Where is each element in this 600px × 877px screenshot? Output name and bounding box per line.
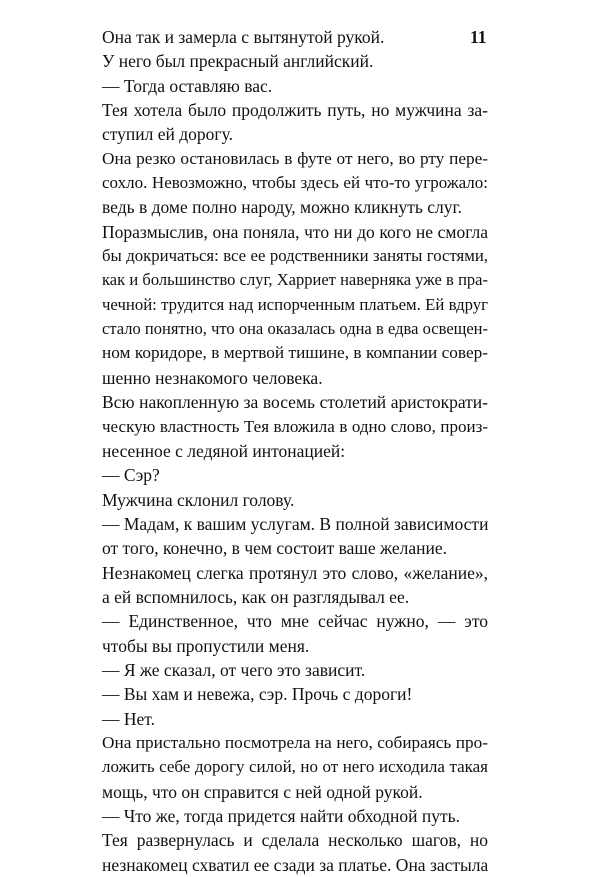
text-line: Мужчина склонил голову. (102, 489, 295, 510)
text-line: Она пристально посмотрела на него, собираясь про- (102, 732, 488, 752)
text-line: Поразмыслив, она поняла, что ни до кого не смогла (102, 221, 488, 242)
text-line: ступил ей дорогу. (102, 124, 233, 145)
text-line: — Мадам, к вашим услугам. В полной зависимости (102, 513, 489, 534)
text-line: несенное с ледяной интонацией: (102, 440, 346, 461)
text-line: мощь, что он справится с ней одной рукой. (102, 781, 423, 802)
page-number: 11 (470, 27, 487, 47)
text-line: — Тогда оставляю вас. (102, 75, 273, 96)
text-line: Она так и замерла с вытянутой рукой. (102, 27, 385, 47)
text-line: ческую властность Тея вложила в одно слово, произ- (102, 416, 488, 436)
text-line: стало понятно, что она оказалась одна в едва освещен- (102, 319, 488, 339)
text-line: чтобы вы пропустили меня. (102, 635, 310, 656)
text-line: а ей вспомнилось, как он разглядывал ее. (102, 586, 410, 607)
text-line: — Что же, тогда придется найти обходной путь. (102, 806, 460, 826)
text-line: сохло. Невозможно, чтобы здесь ей что-то угрожало: (102, 173, 488, 193)
text-line: Она резко остановилась в футе от него, во рту пере- (102, 148, 488, 168)
text-line: незнакомец схватил ее сзади за платье. Она застыла (102, 854, 489, 875)
text-line: ложить себе дорогу силой, но от него исходила такая (102, 757, 488, 777)
text-line: У него был прекрасный английский. (102, 51, 374, 72)
body-text (102, 25, 488, 877)
text-line: — Я же сказал, от чего это зависит. (102, 659, 366, 680)
text-line: — Сэр? (102, 465, 160, 486)
text-line: — Нет. (102, 708, 155, 729)
text-line: Тея развернулась и сделала несколько шагов, но (102, 830, 488, 851)
text-line: Всю накопленную за восемь столетий аристократи- (102, 392, 488, 413)
text-line: Тея хотела было продолжить путь, но мужчина за- (102, 100, 488, 121)
text-line: — Вы хам и невежа, сэр. Прочь с дороги! (102, 684, 413, 705)
text-line: ном коридоре, в мертвой тишине, в компании совер- (102, 343, 488, 363)
text-line: — Единственное, что мне сейчас нужно, — это (102, 611, 488, 632)
text-line: ведь в доме полно народу, можно кликнуть слуг. (102, 197, 463, 218)
text-line: бы докричаться: все ее родственники заняты гостями, (102, 246, 488, 266)
text-line: Незнакомец слегка протянул это слово, «желание», (102, 562, 488, 583)
text-line: от того, конечно, в чем состоит ваше желание. (102, 538, 448, 559)
text-line: чечной: трудится над испорченным платьем. Ей вдруг (102, 294, 488, 314)
text-line: как и большинство слуг, Харриет наверняка уже в пра- (102, 270, 488, 290)
text-line: шенно незнакомого человека. (102, 367, 323, 388)
